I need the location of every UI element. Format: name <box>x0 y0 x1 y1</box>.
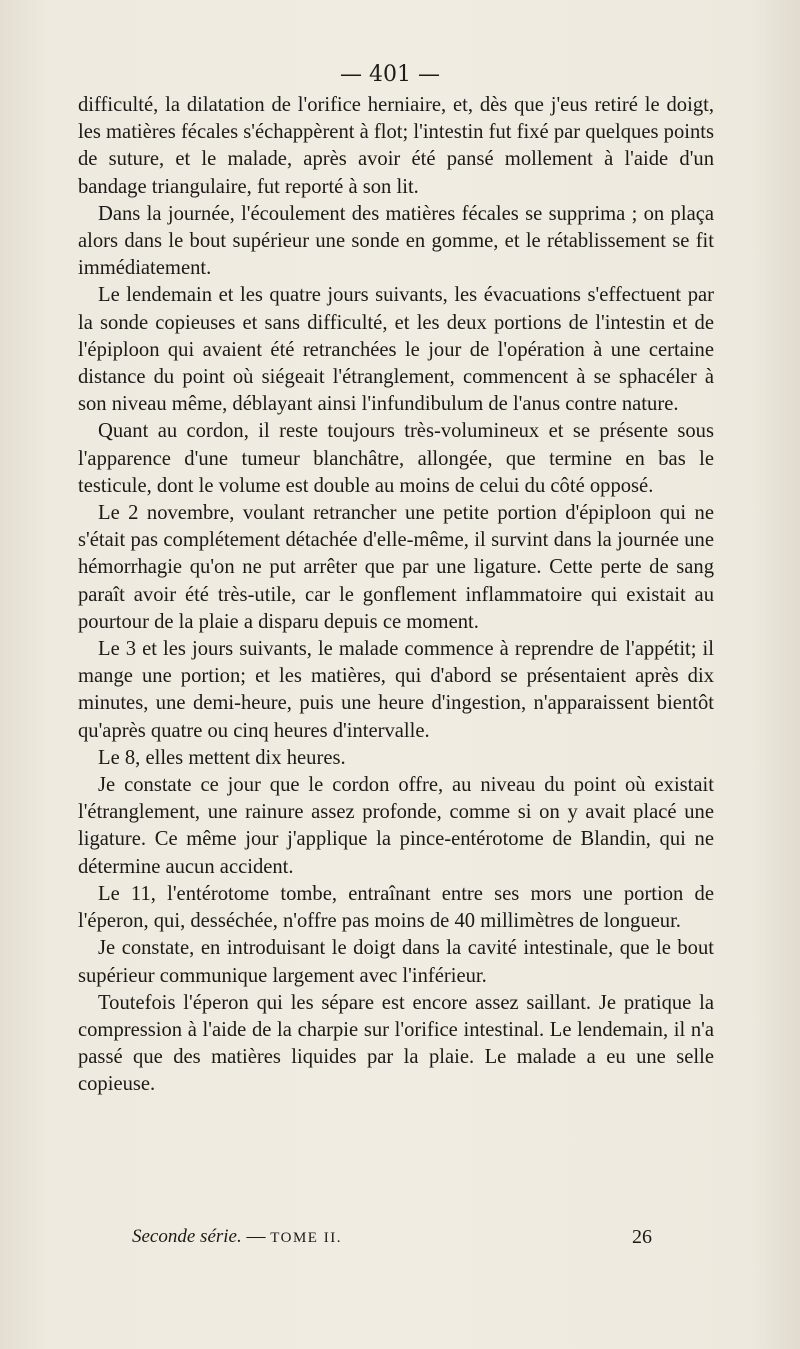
page-footer <box>132 1226 652 1248</box>
paragraph-1: difficulté, la dilatation de l'orifice herniaire, et, dès que j'eus retiré le doigt, les matières fécales s'échappèrent à flot; l'intestin fut fixé par quelques points de suture, et le malade, après avoir été pansé mollement à l'aide d'un bandage triangulaire, fut reporté à son lit. <box>78 94 714 198</box>
footer-tome: TOME II. <box>270 1230 342 1246</box>
paragraph-5: Le 2 novembre, voulant retrancher une petite portion d'épiploon qui ne s'était pas complétement détachée d'elle-même, il survint dans la journée une hémorrhagie qu'on ne put arrêter que par une ligature. Cette perte de sang paraît avoir été très-utile, car le gonflement inflammatoire qui existait au pourtour de la plaie a disparu depuis ce moment. <box>78 502 714 633</box>
paragraph-7: Le 8, elles mettent dix heures. <box>98 746 346 769</box>
paragraph-2: Dans la journée, l'écoulement des matières fécales se supprima ; on plaça alors dans le bout supérieur une sonde en gomme, et le rétablissement se fit immédiatement. <box>78 202 714 280</box>
footer-signature: 26 <box>632 1226 652 1248</box>
footer-series: Seconde série. <box>132 1226 242 1247</box>
page-header <box>0 62 780 87</box>
paragraph-10: Je constate, en introduisant le doigt dans la cavité intestinale, que le bout supérieur communique largement avec l'inférieur. <box>78 937 714 987</box>
paragraph-9: Le 11, l'entérotome tombe, entraînant entre ses mors une portion de l'éperon, qui, desséchée, n'offre pas moins de 40 millimètres de longueur. <box>78 882 714 933</box>
paragraph-4: Quant au cordon, il reste toujours très-volumineux et se présente sous l'apparence d'une tumeur blanchâtre, allongée, que termine en bas le testicule, dont le volume est double au moins de celui du côté opposé. <box>78 420 714 497</box>
paragraph-3: Le lendemain et les quatre jours suivants, les évacuations s'effectuent par la sonde copieuses et sans difficulté, et les deux portions de l'intestin et de l'épiploon qui avaient été retranchées le jour de l'opération à une certaine distance du point où siégeait l'étranglement, commencent à se sphacéler à son niveau même, déblayant ainsi l'infundibulum de l'anus contre nature. <box>78 284 714 416</box>
paragraph-11: Toutefois l'éperon qui les sépare est encore assez saillant. Je pratique la compression à l'aide de la charpie sur l'orifice intestinal. Le lendemain, il n'a passé que des matières liquides par la plaie. Le malade a eu une selle copieuse. <box>78 991 714 1096</box>
page-number: — 401 — <box>340 62 440 87</box>
paragraph-6: Le 3 et les jours suivants, le malade commence à reprendre de l'appétit; il mange une portion; et les matières, qui d'abord se présentaient après dix minutes, une demi-heure, puis une heure d'ingestion, n'apparaissent bientôt qu'après quatre ou cinq heures d'intervalle. <box>78 638 714 742</box>
paragraph-8: Je constate ce jour que le cordon offre, au niveau du point où existait l'étranglement, une rainure assez profonde, comme si on y avait placé une ligature. Ce même jour j'applique la pince-entérotome de Blandin, qui ne détermine aucun accident. <box>78 774 714 878</box>
footer-dash: — <box>246 1226 266 1247</box>
body-text <box>78 92 714 1099</box>
